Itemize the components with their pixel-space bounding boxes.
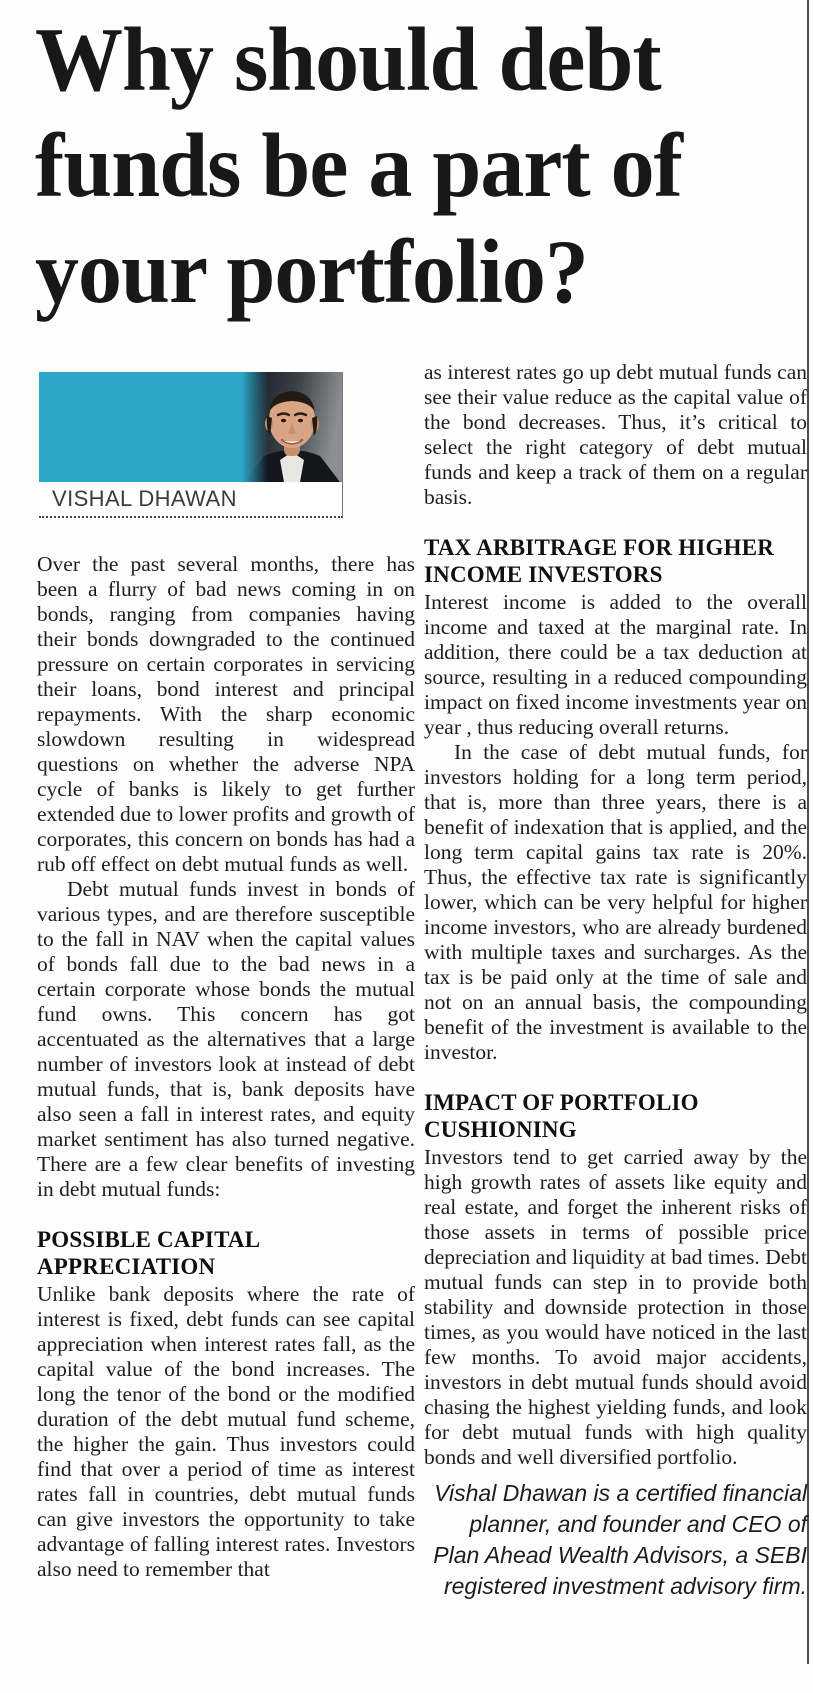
paragraph: Investors tend to get carried away by the high growth rates of assets like equity and real estate, and forget the inherent risks of those assets in terms of possible price depreciation and liquidity at bad times. Debt mutual funds can step in to provide both stability and downside protection in those times, as you would have noticed in the last few months. To avoid major accidents, investors in debt mutual funds should avoid chasing the highest yielding funds, and look for debt mutual funds with high quality bonds and well diversified portfolio. — [424, 1145, 807, 1469]
author-photo — [242, 372, 342, 482]
headline-line: your portfolio? — [35, 222, 588, 324]
article-headline — [35, 6, 800, 324]
author-byline-credit: Vishal Dhawan is a certified financial planner, and founder and CEO of Plan Ahead Wealth Advisors, a SEBI registered investment advisory firm. — [433, 1480, 807, 1599]
article-left-column — [37, 552, 415, 1582]
headline-line: funds be a part of — [35, 116, 682, 218]
section-heading: TAX ARBITRAGE FOR HIGHER INCOME INVESTORS — [424, 535, 775, 587]
paragraph: Unlike bank deposits where the rate of interest is fixed, debt funds can see capital appreciation when interest rates fall, as the capital value of the bond increases. The long the tenor of the bond or the modified duration of the debt mutual fund scheme, the higher the gain. Thus investors could find that over a period of time as interest rates fall in countries, debt mutual funds can give investors the opportunity to take advantage of falling interest rates. Investors also need to remember that — [37, 1282, 415, 1581]
column-divider-rule — [807, 0, 809, 1664]
paragraph: as interest rates go up debt mutual funds can see their value reduce as the capital value of the bond decreases. Thus, it’s critical to select the right category of debt mutual funds and keep a track of them on a regular basis. — [424, 360, 807, 509]
paragraph: Over the past several months, there has been a flurry of bad news coming in on bonds, ranging from companies having their bonds downgraded to the continued pressure on certain corporates in servicing their loans, bond interest and principal repayments. With the sharp economic slowdown resulting in widespread questions on whether the adverse NPA cycle of banks is likely to get further extended due to lower profits and growth of corporates, this concern on bonds has had a rub off effect on debt mutual funds as well. — [37, 552, 415, 876]
section-heading: POSSIBLE CAPITAL APPRECIATION — [37, 1227, 259, 1279]
section-heading: IMPACT OF PORTFOLIO CUSHIONING — [424, 1090, 699, 1142]
paragraph: Debt mutual funds invest in bonds of various types, and are therefore susceptible to the fall in NAV when the capital values of bonds fall due to the bad news in a certain corporate whose bonds the mutual fund owns. This concern has got accentuated as the alternatives that a large number of investors look at instead of debt mutual funds, that is, bank deposits have also seen a fall in interest rates, and equity market sentiment has also turned negative. There are a few clear benefits of investing in debt mutual funds: — [37, 877, 415, 1201]
author-photo-box — [39, 372, 342, 482]
author-card — [39, 372, 343, 518]
paragraph: Interest income is added to the overall income and taxed at the marginal rate. In addition, there could be a tax deduction at source, resulting in a reduced compounding impact on fixed income investments year on year , thus reducing overall returns. — [424, 590, 807, 739]
headline-line: Why should debt — [35, 10, 661, 112]
author-name: VISHAL DHAWAN — [39, 482, 342, 516]
paragraph: In the case of debt mutual funds, for investors holding for a long term period, that is, more than three years, there is a benefit of indexation that is applied, and the long term capital gains tax rate is 20%. Thus, the effective tax rate is significantly lower, which can be very helpful for higher income investors, who are already burdened with multiple taxes and surcharges. As the tax is be paid only at the time of sale and not on an annual basis, the compounding benefit of the investment is available to the investor. — [424, 740, 807, 1064]
article-right-column — [424, 360, 807, 1602]
